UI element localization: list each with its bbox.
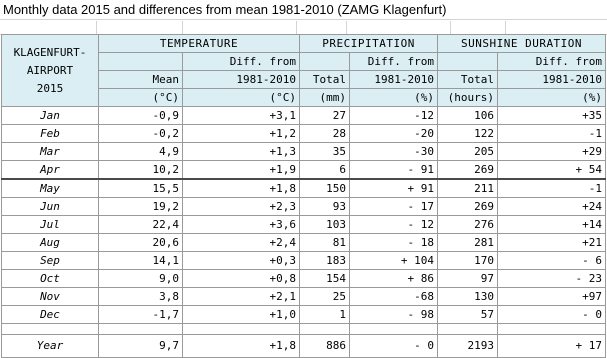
month-cell: Jul <box>2 216 99 234</box>
temp-diff-cell: +2,1 <box>183 288 300 306</box>
col-header: Total <box>438 71 498 89</box>
month-cell: Jun <box>2 198 99 216</box>
precip-total-cell: 93 <box>300 198 350 216</box>
table-row <box>2 161 606 180</box>
station-line: 2015 <box>36 81 64 95</box>
temp-mean-cell: 20,6 <box>99 234 183 252</box>
sun-total-cell: 57 <box>438 306 498 324</box>
temp-mean-cell: 3,8 <box>99 288 183 306</box>
col-header: Mean <box>99 71 183 89</box>
precip-diff-cell: -20 <box>350 125 438 143</box>
table-row <box>2 107 606 125</box>
temp-diff-cell: +3,6 <box>183 216 300 234</box>
temp-mean-cell: 10,2 <box>99 161 183 180</box>
col-header <box>438 53 498 71</box>
unit-header: (%) <box>498 89 606 107</box>
header-row-groups <box>2 35 606 53</box>
col-header: Diff. from <box>350 53 438 71</box>
sun-diff-cell: +14 <box>498 216 606 234</box>
month-cell: Nov <box>2 288 99 306</box>
spacer-cell <box>350 324 438 335</box>
table-row <box>2 288 606 306</box>
temp-diff-cell: +2,4 <box>183 234 300 252</box>
sun-total-cell: 122 <box>438 125 498 143</box>
unit-header: (°C) <box>99 89 183 107</box>
spacer-cell <box>300 324 350 335</box>
month-cell: Mar <box>2 143 99 161</box>
col-header: 1981-2010 <box>183 71 300 89</box>
month-cell: Oct <box>2 270 99 288</box>
precip-total-cell: 183 <box>300 252 350 270</box>
spacer-cell <box>99 324 183 335</box>
table-row <box>2 143 606 161</box>
sun-total-cell: 276 <box>438 216 498 234</box>
temp-diff-cell: +1,8 <box>183 179 300 198</box>
precip-diff-cell: + 91 <box>350 179 438 198</box>
table-row <box>2 306 606 324</box>
precip-total-cell: 35 <box>300 143 350 161</box>
sun-diff-cell: - 23 <box>498 270 606 288</box>
table-row <box>2 252 606 270</box>
table-row <box>2 270 606 288</box>
temp-diff-cell: +0,8 <box>183 270 300 288</box>
col-header <box>99 53 183 71</box>
temp-diff-cell: +1,9 <box>183 161 300 180</box>
temp-diff-cell: +2,3 <box>183 198 300 216</box>
gridline <box>346 21 347 35</box>
gridline <box>96 21 97 35</box>
precip-total-cell: 1 <box>300 306 350 324</box>
temp-mean-cell: -0,2 <box>99 125 183 143</box>
sun-diff-cell: +97 <box>498 288 606 306</box>
sheet-title: Monthly data 2015 and differences from mean 1981-2010 (ZAMG Klagenfurt) <box>0 0 607 20</box>
temp-mean-cell: -0,9 <box>99 107 183 125</box>
gridline <box>450 21 451 35</box>
sun-total-cell: 130 <box>438 288 498 306</box>
month-cell: Sep <box>2 252 99 270</box>
temp-diff-cell: +3,1 <box>183 107 300 125</box>
spacer-cell <box>2 324 99 335</box>
temp-mean-cell: 9,7 <box>99 335 183 358</box>
table-row <box>2 179 606 198</box>
sun-diff-cell: +24 <box>498 198 606 216</box>
temp-mean-cell: 14,1 <box>99 252 183 270</box>
month-cell: Feb <box>2 125 99 143</box>
year-label: Year <box>2 335 99 358</box>
sun-total-cell: 269 <box>438 161 498 180</box>
sun-total-cell: 97 <box>438 270 498 288</box>
col-header: Diff. from <box>183 53 300 71</box>
sun-total-cell: 170 <box>438 252 498 270</box>
group-temperature: TEMPERATURE <box>99 35 300 53</box>
station-line: KLAGENFURT- <box>13 45 87 59</box>
precip-total-cell: 25 <box>300 288 350 306</box>
sun-diff-cell: +35 <box>498 107 606 125</box>
sun-total-cell: 205 <box>438 143 498 161</box>
precip-diff-cell: - 98 <box>350 306 438 324</box>
month-cell: Aug <box>2 234 99 252</box>
col-header: Diff. from <box>498 53 606 71</box>
table-row <box>2 234 606 252</box>
sun-diff-cell: -1 <box>498 125 606 143</box>
sun-diff-cell: +21 <box>498 234 606 252</box>
precip-diff-cell: -68 <box>350 288 438 306</box>
temp-diff-cell: +1,0 <box>183 306 300 324</box>
precip-diff-cell: - 91 <box>350 161 438 180</box>
gridline <box>296 21 297 35</box>
station-line: AIRPORT <box>26 63 74 77</box>
unit-header: (%) <box>350 89 438 107</box>
precip-diff-cell: + 104 <box>350 252 438 270</box>
temp-mean-cell: 22,4 <box>99 216 183 234</box>
sun-diff-cell: + 17 <box>498 335 606 358</box>
month-cell: May <box>2 179 99 198</box>
sun-diff-cell: + 54 <box>498 161 606 180</box>
temp-diff-cell: +1,3 <box>183 143 300 161</box>
station-header <box>2 35 99 107</box>
precip-total-cell: 6 <box>300 161 350 180</box>
precip-total-cell: 81 <box>300 234 350 252</box>
precip-total-cell: 28 <box>300 125 350 143</box>
temp-diff-cell: +1,8 <box>183 335 300 358</box>
month-cell: Jan <box>2 107 99 125</box>
year-total-row <box>2 335 606 358</box>
climate-table <box>1 34 606 358</box>
sun-diff-cell: -1 <box>498 179 606 198</box>
sun-diff-cell: - 0 <box>498 306 606 324</box>
temp-mean-cell: 15,5 <box>99 179 183 198</box>
precip-total-cell: 103 <box>300 216 350 234</box>
precip-diff-cell: -12 <box>350 107 438 125</box>
spacer-cell <box>498 324 606 335</box>
precip-diff-cell: - 12 <box>350 216 438 234</box>
unit-header: (mm) <box>300 89 350 107</box>
spacer-row <box>2 324 606 335</box>
sun-total-cell: 281 <box>438 234 498 252</box>
group-sunshine: SUNSHINE DURATION <box>438 35 606 53</box>
unit-header: (hours) <box>438 89 498 107</box>
col-header: 1981-2010 <box>498 71 606 89</box>
col-header: 1981-2010 <box>350 71 438 89</box>
temp-mean-cell: 4,9 <box>99 143 183 161</box>
sun-diff-cell: - 6 <box>498 252 606 270</box>
temp-mean-cell: 9,0 <box>99 270 183 288</box>
temp-diff-cell: +0,3 <box>183 252 300 270</box>
precip-diff-cell: - 18 <box>350 234 438 252</box>
precip-diff-cell: - 0 <box>350 335 438 358</box>
precip-total-cell: 886 <box>300 335 350 358</box>
spacer-cell <box>438 324 498 335</box>
precip-diff-cell: + 86 <box>350 270 438 288</box>
precip-total-cell: 150 <box>300 179 350 198</box>
month-cell: Dec <box>2 306 99 324</box>
month-cell: Apr <box>2 161 99 180</box>
sun-diff-cell: +29 <box>498 143 606 161</box>
temp-diff-cell: +1,2 <box>183 125 300 143</box>
spacer-cell <box>183 324 300 335</box>
table-row <box>2 125 606 143</box>
precip-total-cell: 154 <box>300 270 350 288</box>
precip-total-cell: 27 <box>300 107 350 125</box>
sun-total-cell: 106 <box>438 107 498 125</box>
sun-total-cell: 2193 <box>438 335 498 358</box>
gridline <box>182 21 183 35</box>
table-row <box>2 216 606 234</box>
temp-mean-cell: -1,7 <box>99 306 183 324</box>
temp-mean-cell: 19,2 <box>99 198 183 216</box>
gridline <box>505 21 506 35</box>
precip-diff-cell: - 17 <box>350 198 438 216</box>
table-row <box>2 198 606 216</box>
sun-total-cell: 211 <box>438 179 498 198</box>
col-header: Total <box>300 71 350 89</box>
blank-row <box>0 21 607 35</box>
unit-header: (°C) <box>183 89 300 107</box>
sun-total-cell: 269 <box>438 198 498 216</box>
col-header <box>300 53 350 71</box>
precip-diff-cell: -30 <box>350 143 438 161</box>
group-precipitation: PRECIPITATION <box>300 35 438 53</box>
